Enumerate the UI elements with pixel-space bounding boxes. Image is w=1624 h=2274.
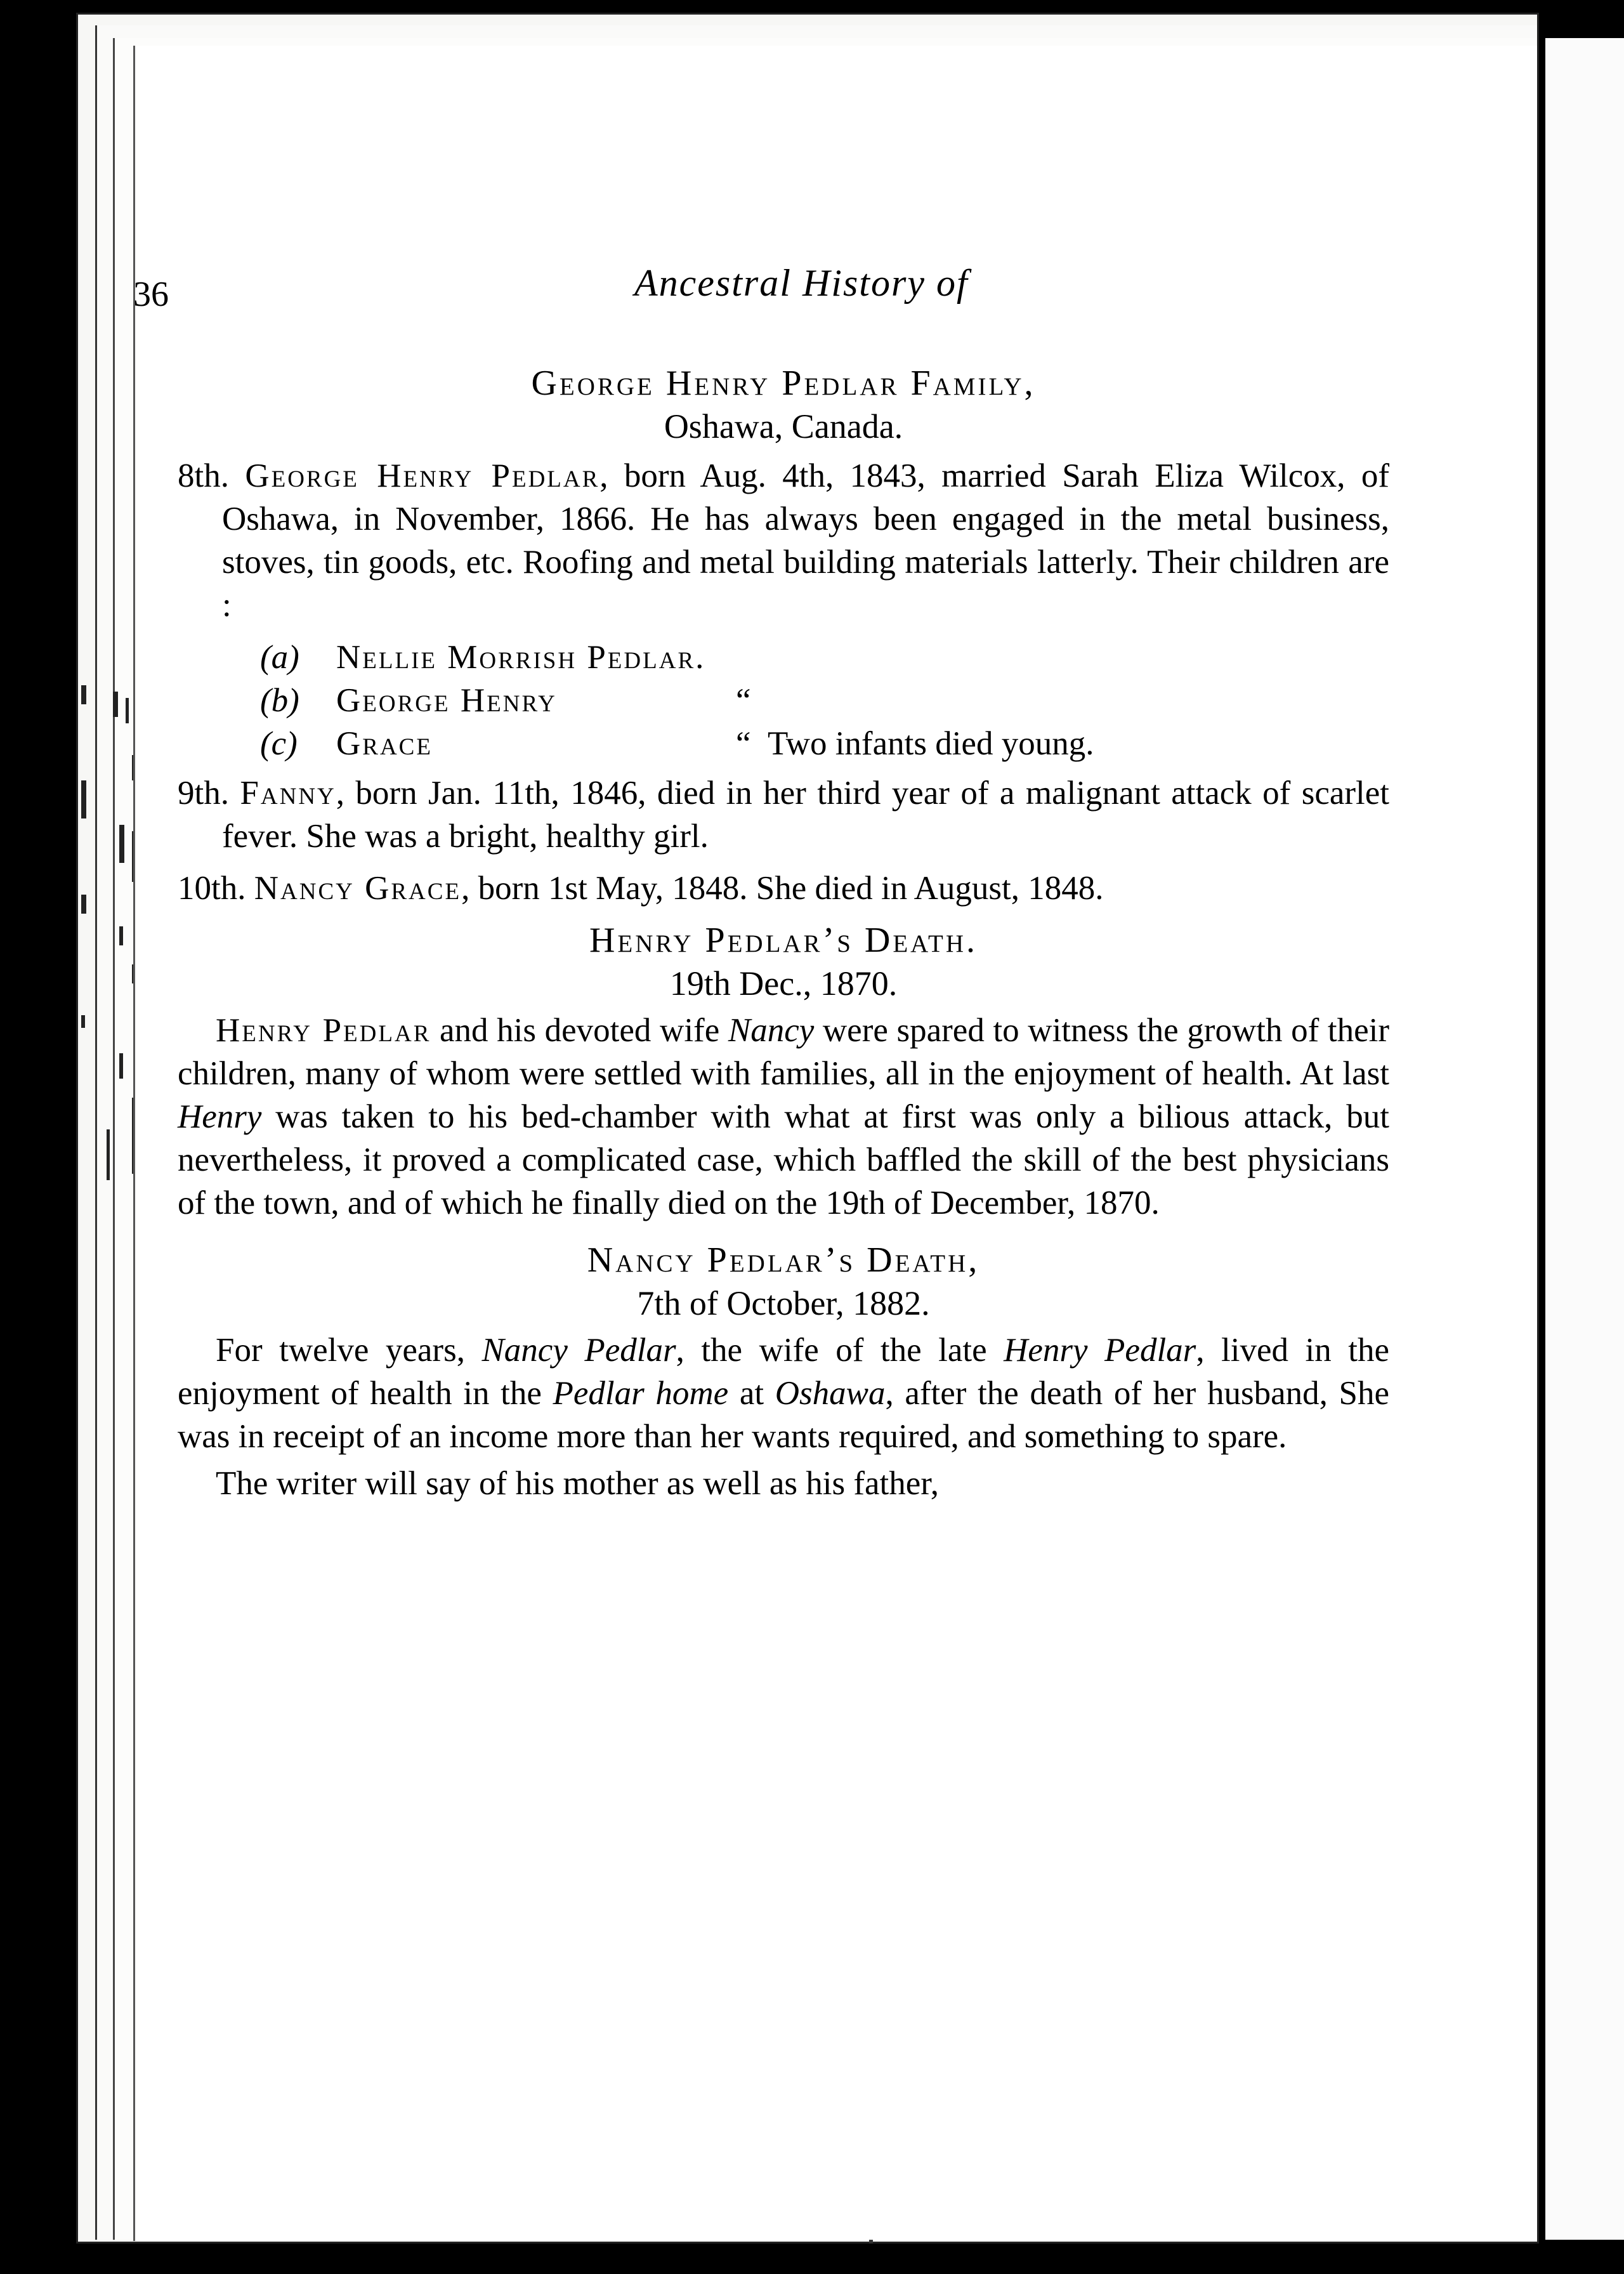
place-pedlar-home: Pedlar home (553, 1375, 729, 1412)
page-body (178, 216, 1389, 1509)
child-name: Nellie Morrish Pedlar. (336, 639, 706, 676)
entry-name: George Henry Pedlar (245, 457, 600, 494)
family-heading: George Henry Pedlar Family, (531, 364, 1036, 403)
lead-name: Henry Pedlar (216, 1012, 431, 1049)
paragraph-text: , the wife of the late (676, 1332, 1004, 1369)
child-letter: (c) (260, 725, 298, 762)
paragraph-text: was taken to his bed-chamber with what at first was only a bilious attack, but nevertheless, it proved a complicated case, which baffled the skill of the best physicians of the town, and of which he finally died on the 19th of December, 1870. (178, 1098, 1389, 1221)
entry-10th (178, 867, 1389, 910)
entry-name: Fanny (240, 775, 336, 812)
entry-ordinal: 8th. (178, 457, 229, 494)
paragraph-text: , lived in the enjoyment of health in the (178, 1332, 1389, 1412)
entry-ordinal: 10th. (178, 870, 246, 907)
child-item (260, 636, 1389, 679)
paragraph-text: and his devoted wife (431, 1012, 728, 1049)
child-name: George Henry (336, 682, 557, 719)
name-henry: Henry (178, 1098, 262, 1135)
child-item (260, 679, 1389, 722)
ditto-mark: “ (736, 725, 751, 762)
place-oshawa: Oshawa (775, 1375, 886, 1412)
nancy-death-heading: Nancy Pedlar’s Death, (587, 1240, 980, 1280)
child-name: Grace (336, 725, 433, 762)
nancy-death-paragraph (178, 1329, 1389, 1458)
facing-page-edge (1545, 38, 1624, 2240)
paragraph-text: at (728, 1375, 775, 1412)
entry-text: , born 1st May, 1848. She died in August, 1848. (461, 870, 1104, 907)
child-note: Two infants died young. (768, 725, 1094, 762)
entry-name: Nancy Grace (254, 870, 462, 907)
paragraph-text: For twelve years, (216, 1332, 482, 1369)
child-letter: (a) (260, 639, 299, 676)
entry-text: , born Jan. 11th, 1846, died in her third year of a malignant attack of scarlet fever. She was a bright, healthy girl. (222, 775, 1390, 855)
ditto-mark: “ (736, 682, 751, 719)
page-number: 36 (133, 275, 169, 314)
entry-text: , born Aug. 4th, 1843, married Sarah Eliza Wilcox, of Oshawa, in November, 1866. He has always been engaged in the metal business, stoves, tin goods, etc. Roofing and metal building materials latterly. Their children are : (222, 457, 1390, 624)
henry-death-paragraph (178, 1009, 1389, 1225)
running-title: Ancestral History of (634, 262, 969, 304)
closing-line: The writer will say of his mother as well as his father, (216, 1465, 940, 1502)
name-nancy-pedlar: Nancy Pedlar (481, 1332, 676, 1369)
print-speck (869, 2240, 873, 2244)
entry-9th (178, 772, 1389, 858)
henry-death-date: 19th Dec., 1870. (669, 964, 898, 1002)
child-item (260, 722, 1389, 765)
name-nancy: Nancy (728, 1012, 815, 1049)
entry-ordinal: 9th. (178, 775, 229, 812)
family-place: Oshawa, Canada. (664, 407, 903, 445)
name-henry-pedlar: Henry Pedlar (1004, 1332, 1196, 1369)
paragraph-text: were spared to witness the growth of their children, many of whom were settled with families, all in the enjoyment of health. At last (178, 1012, 1389, 1092)
nancy-death-date: 7th of October, 1882. (637, 1284, 930, 1322)
paragraph-text: , after the death of her husband, She was in receipt of an income more than her wants required, and something to spare. (178, 1375, 1389, 1455)
child-letter: (b) (260, 682, 299, 719)
entry-8th (178, 454, 1389, 627)
henry-death-heading: Henry Pedlar’s Death. (589, 921, 978, 960)
